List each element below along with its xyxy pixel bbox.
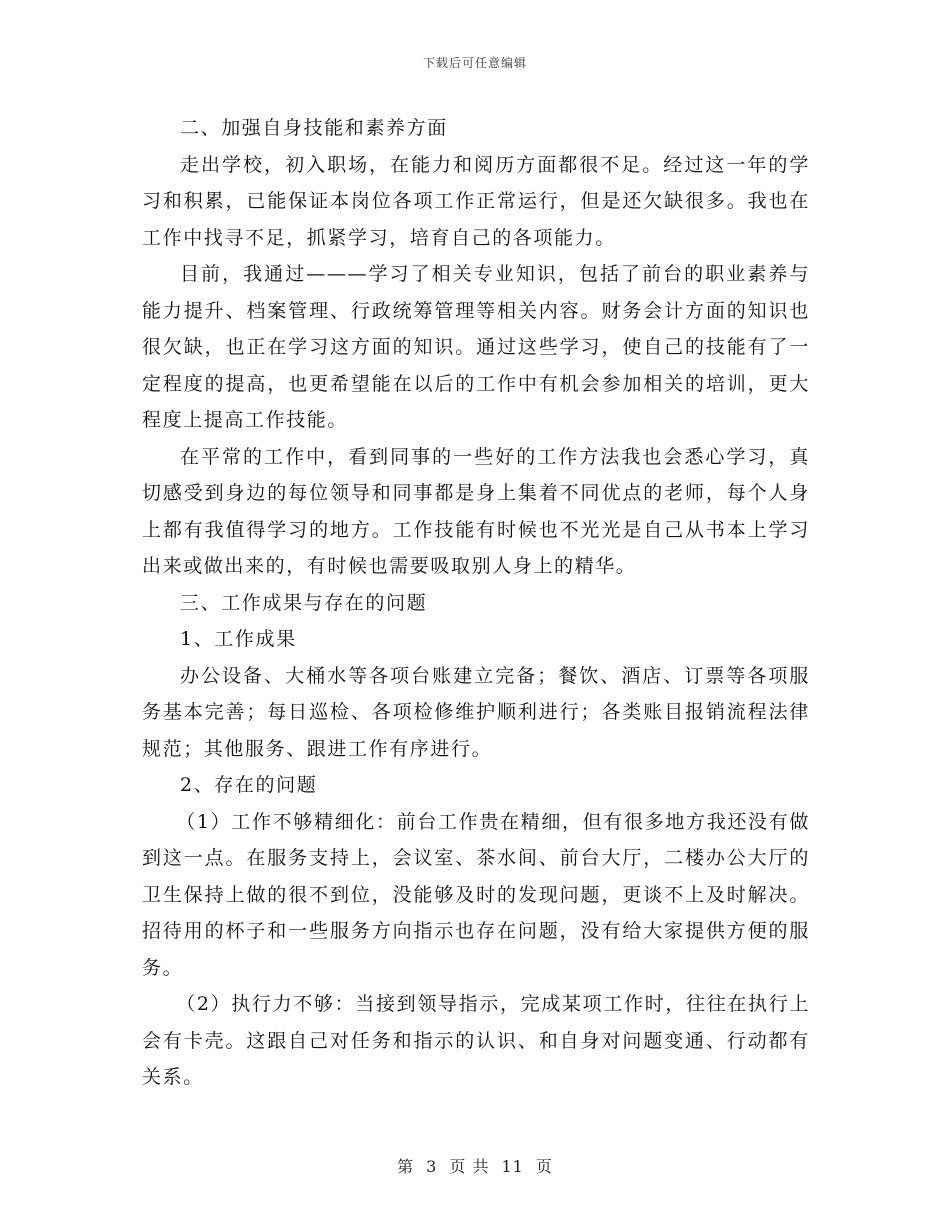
- paragraph-problem-1: （1）工作不够精细化：前台工作贵在精细，但有很多地方我还没有做到这一点。在服务支持上，会议室、茶水间、前台大厅，二楼办公大厅的卫生保持上做的很不到位，没能够及时的发现问题，更谈不上及时解决。招待用的杯子和一些服务方向指示也存在问题，没有给大家提供方便的服务。: [142, 810, 810, 979]
- footer-middle: 页 共: [449, 1157, 490, 1176]
- paragraph: 目前，我通过———学习了相关专业知识，包括了前台的职业素养与能力提升、档案管理、行政统筹管理等相关内容。财务会计方面的知识也很欠缺，也正在学习这方面的知识。通过这些学习，使自己的技能有了一定程度的提高，也更希望能在以后的工作中有机会参加相关的培训，更大程度上提高工作技能。: [142, 263, 810, 431]
- paragraph-problem-2: （2）执行力不够：当接到领导指示，完成某项工作时，往往在执行上会有卡壳。这跟自己对任务和指示的认识、和自身对问题变通、行动都有关系。: [142, 993, 810, 1088]
- paragraph: 在平常的工作中，看到同事的一些好的工作方法我也会悉心学习，真切感受到身边的每位领导和同事都是身上集着不同优点的老师，每个人身上都有我值得学习的地方。工作技能有时候也不光光是自己从书本上学习出来或做出来的，有时候也需要吸取别人身上的精华。: [142, 445, 810, 577]
- section-heading-skills: 二、加强自身技能和素养方面: [180, 117, 448, 139]
- section-heading-results: 三、工作成果与存在的问题: [180, 591, 428, 614]
- page-header: 下载后可任意编辑: [422, 56, 527, 70]
- paragraph: 办公设备、大桶水等各项台账建立完备；餐饮、酒店、订票等各项服务基本完善；每日巡检、各项检修维护顺利进行；各类账目报销流程法律规范；其他服务、跟进工作有序进行。: [142, 664, 810, 760]
- footer-prefix: 第: [397, 1157, 415, 1176]
- subheading-work-results: 1、工作成果: [180, 628, 297, 650]
- document-body: [142, 110, 810, 1096]
- total-page-count: 11: [501, 1157, 524, 1176]
- subheading-problems: 2、存在的问题: [180, 774, 318, 796]
- footer-suffix: 页: [535, 1157, 553, 1176]
- paragraph: 走出学校，初入职场，在能力和阅历方面都很不足。经过这一年的学习和积累，已能保证本岗位各项工作正常运行，但是还欠缺很多。我也在工作中找寻不足，抓紧学习，培育自己的各项能力。: [142, 153, 810, 249]
- current-page-number: 3: [426, 1157, 438, 1176]
- page-footer: [0, 1154, 950, 1177]
